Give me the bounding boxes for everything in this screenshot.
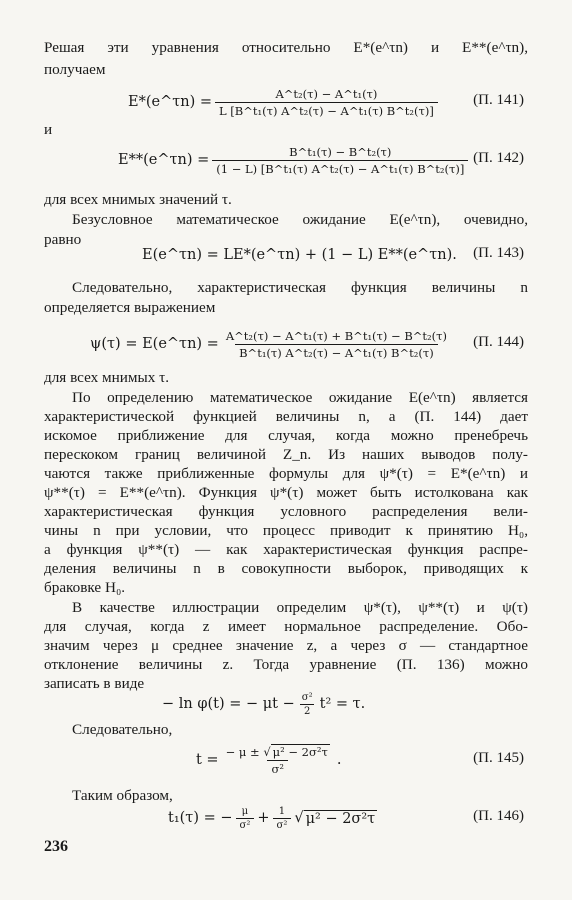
formula-p141 <box>0 80 572 124</box>
formula-p145 <box>0 738 572 782</box>
formula-denominator: σ² <box>273 818 292 831</box>
sqrt-symbol: √ <box>294 810 304 826</box>
text-line: характеристической функцией величины n, а (П. 144) дает <box>44 408 528 425</box>
formula-operator: + <box>257 810 270 826</box>
equation-number: (П. 142) <box>473 150 524 166</box>
text-line: определяется выражением <box>44 299 216 316</box>
text-line: По определению математическое ожидание E(e^τn) является <box>72 389 528 406</box>
text-line: и <box>44 121 53 138</box>
text-line: В качестве иллюстрации определим ψ*(τ), ψ**(τ) и ψ(τ) <box>72 599 528 616</box>
formula-radicand: μ² − 2σ²τ <box>272 744 328 759</box>
formula-tail: . <box>336 752 342 768</box>
formula-numerator: 1 <box>278 805 286 817</box>
formula-numerator: A^t₂(τ) − A^t₁(τ) <box>275 86 378 101</box>
formula-numerator: A^t₂(τ) − A^t₁(τ) + B^t₁(τ) − B^t₂(τ) <box>225 328 447 343</box>
text-line: записать в виде <box>44 675 145 692</box>
equation-number: (П. 144) <box>473 334 524 350</box>
formula-radicand: μ² − 2σ²τ <box>305 810 376 827</box>
text-line: Таким образом, <box>72 787 173 804</box>
text-line: деления величины n в совокупности выборок, приводящих к <box>44 560 528 577</box>
formula-denominator: σ² <box>267 760 287 776</box>
text-line: получаем <box>44 61 106 78</box>
formula-lhs: − ln φ(t) = − μt − <box>162 696 295 712</box>
text-line: равно <box>44 231 82 248</box>
formula-p143 <box>0 242 572 268</box>
text-line: перескоком границ величиной Z_n. Из наших выводов полу- <box>44 446 528 463</box>
equation-number: (П. 141) <box>473 92 524 108</box>
formula-p146 <box>0 796 572 840</box>
formula-denominator: L [B^t₁(τ) A^t₂(τ) − A^t₁(τ) B^t₂(τ)] <box>215 102 438 118</box>
text-line: отклонение величины z. Тогда уравнение (П. 136) можно <box>44 656 528 673</box>
formula-p142 <box>0 138 572 182</box>
text-line: Следовательно, характеристическая функция величины n <box>72 279 528 296</box>
text-line: чины n при условии, что процесс приводит к принятию H₀, <box>44 522 528 539</box>
formula-numerator: σ² <box>301 691 313 703</box>
formula-numerator: μ <box>241 805 249 817</box>
sqrt-symbol: √ <box>263 744 271 759</box>
formula-denominator: (1 − L) [B^t₁(τ) A^t₂(τ) − A^t₁(τ) B^t₂(τ)] <box>212 160 468 176</box>
formula-denominator: B^t₁(τ) A^t₂(τ) − A^t₁(τ) B^t₂(τ) <box>235 344 438 360</box>
formula-numerator-prefix: − μ ± <box>225 744 264 759</box>
page-number: 236 <box>44 838 68 855</box>
equation-number: (П. 146) <box>473 808 524 824</box>
text-line: браковке H₀. <box>44 579 126 596</box>
formula-lhs: t = <box>196 752 219 768</box>
formula-rhs: t² = τ. <box>319 696 366 712</box>
text-line: искомое приближение для случая, когда можно пренебречь <box>44 427 528 444</box>
formula-lhs: t₁(τ) = − <box>168 810 233 826</box>
formula-sigma <box>0 684 572 724</box>
text-line: Решая эти уравнения относительно E*(e^τn) и E**(e^τn), <box>44 39 528 56</box>
formula-lhs: E**(e^τn) = <box>118 152 210 168</box>
formula-denominator: σ² <box>236 818 255 831</box>
formula-numerator: B^t₁(τ) − B^t₂(τ) <box>289 144 392 159</box>
text-line: Безусловное математическое ожидание E(e^τn), очевидно, <box>72 211 528 228</box>
formula-lhs: E*(e^τn) = <box>128 94 212 110</box>
equation-number: (П. 143) <box>473 245 524 261</box>
formula-p144 <box>0 322 572 366</box>
text-line: а функция ψ**(τ) — как характеристическая функция распре- <box>44 541 528 558</box>
text-line: Следовательно, <box>72 721 173 738</box>
text-line: характеристическая функция условного распределения вели- <box>44 503 528 520</box>
text-line: для всех мнимых значений τ. <box>44 191 232 208</box>
formula-denominator: 2 <box>300 704 314 717</box>
text-line: значим через μ среднее значение z, а через σ — стандартное <box>44 637 528 654</box>
formula-expression: E(e^τn) = LE*(e^τn) + (1 − L) E**(e^τn). <box>142 247 457 263</box>
formula-lhs: ψ(τ) = E(e^τn) = <box>90 336 219 352</box>
equation-number: (П. 145) <box>473 750 524 766</box>
text-line: для случая, когда z имеет нормальное распределение. Обо- <box>44 618 528 635</box>
text-line: для всех мнимых τ. <box>44 369 170 386</box>
text-line: ψ**(τ) = E**(e^τn). Функция ψ*(τ) может быть истолкована как <box>44 484 528 501</box>
text-line: чаются также приближенные формулы для ψ*(τ) = E*(e^τn) и <box>44 465 528 482</box>
